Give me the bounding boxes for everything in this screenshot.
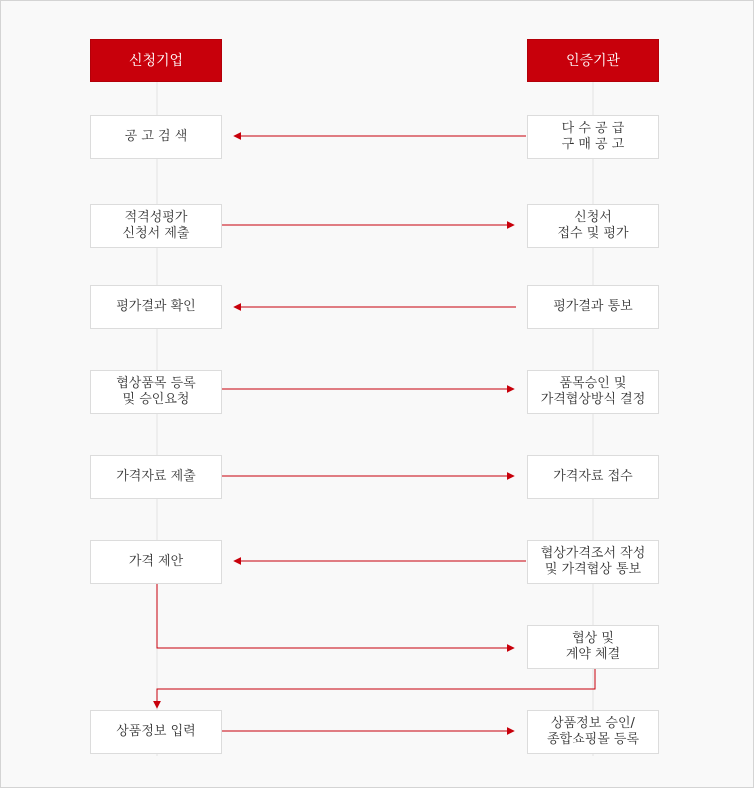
- step-price-proposal: 가격 제안: [90, 540, 222, 584]
- step-announcement-search: 공 고 검 색: [90, 115, 222, 159]
- step-negotiation-report: 협상가격조서 작성 및 가격협상 통보: [527, 540, 659, 584]
- arrow-to-product-input: [157, 669, 595, 708]
- step-product-approval-mall-registration: 상품정보 승인/ 종합쇼핑몰 등록: [527, 710, 659, 754]
- step-result-notice: 평가결과 통보: [527, 285, 659, 329]
- step-item-registration-request: 협상품목 등록 및 승인요청: [90, 370, 222, 414]
- step-result-check: 평가결과 확인: [90, 285, 222, 329]
- column-header-agency: 인증기관: [527, 39, 659, 82]
- step-price-data-receipt: 가격자료 접수: [527, 455, 659, 499]
- column-header-applicant: 신청기업: [90, 39, 222, 82]
- step-product-info-input: 상품정보 입력: [90, 710, 222, 754]
- step-negotiation-contract: 협상 및 계약 체결: [527, 625, 659, 669]
- step-price-data-submission: 가격자료 제출: [90, 455, 222, 499]
- step-multiple-supply-announcement: 다 수 공 급 구 매 공 고: [527, 115, 659, 159]
- step-eligibility-application: 적격성평가 신청서 제출: [90, 204, 222, 248]
- step-application-review: 신청서 접수 및 평가: [527, 204, 659, 248]
- step-item-approval-method: 품목승인 및 가격협상방식 결정: [527, 370, 659, 414]
- arrow-to-contract: [157, 584, 514, 648]
